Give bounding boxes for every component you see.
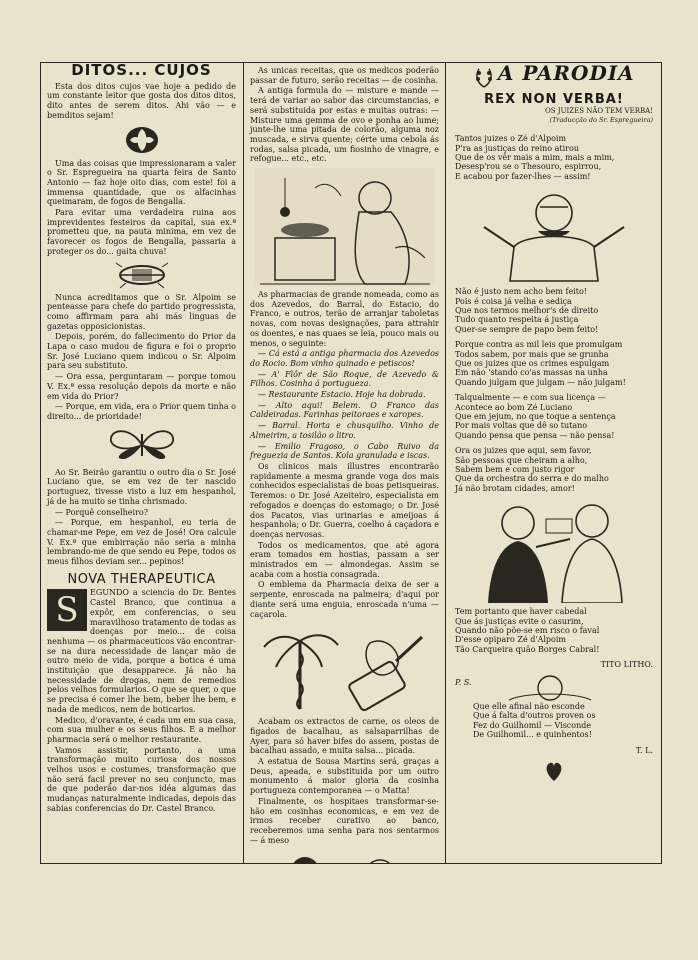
face-sketch-illustration	[505, 672, 595, 702]
column-left	[41, 63, 242, 863]
newspaper-page	[40, 62, 662, 864]
paragraph: Todos os medicamentos, que até agora eram tomados em hostias, passam a ser ministrados em — almondegas. Assim se acaba com a hostia consagrada.	[250, 540, 439, 579]
paragraph: A antiga formula do — misture e mande — terá de variar ao sabor das circumstancias, e será substituida por estas e muitas outras: — Misture uma gemma de ovo e ponha ao lume; junte-lhe uma pitada de colorão, alguma noz muscada, e sirva quente; cérte uma cebola ás rodas, salsa picada, um fiosinho de vinagre, e refogue... etc., etc.	[250, 86, 439, 164]
ps-label: P. S.	[455, 678, 472, 687]
paragraph: As pharmacias de grande nomeada, como as dos Azevedos, do Barral, do Estacio, do Franco, e outros, terão de arranjar taboletas novas, com novas designações, para attrahir os doentes, e nas quaes se leia, pouco mais ou menos, o seguinte:	[250, 290, 439, 348]
flower-ornament-icon	[124, 125, 160, 155]
paragraph: Depois, porém, do fallecimento do Prior da Lapa o caso mudou de figura e foi o proprio Sr. José Luciano quem indicou o Sr. Alpoim para seu substituto.	[47, 332, 236, 371]
paragraph: A estatua de Sousa Martins será, graças a Deus, apeada, e substituida por um outro monumento á maior gloria da cosinha portugueza contemporanea — o Matta!	[250, 757, 439, 796]
laurel-ornament-icon	[473, 67, 495, 89]
ps-block	[455, 672, 653, 702]
paragraph: — Porquê conselheiro?	[55, 507, 149, 517]
paragraph: Acabam os extractos de carne, os oleos de figados de bacalhau, as salsaparrilhas de Ayer, para só haver bifes do assem, postas de bacalhau assado, e muita salsa... picada.	[250, 717, 439, 756]
paragraph: — Ora essa, perguntaram — porque tomou V. Ex.ª essa resolução depois da morte e não em vida do Prior?	[47, 372, 236, 401]
paragraph: — Alto aqui! Belem. O Franco das Caldeiradas. Farinhas peitoraes e xaropes.	[250, 400, 439, 420]
butterfly-ornament-icon	[107, 426, 177, 464]
paragraph: Vamos assistir, portanto, a uma transformação muito curiosa dos nossos velhos usos e costumes, transformação que não será facil prever no seu conjuncto, mas de que poderão dar-nos idéa algumas das mudanças naturalmente indicadas, depois das sabias conferencias do Dr. Castel Branco.	[47, 745, 236, 813]
paragraph: As unicas receitas, que os medicos poderão passar de futuro, serão receitas — de cosinha.	[250, 66, 439, 85]
paragraph: EGUNDO a sciencia do Dr. Bentes Castel Branco, que continua a expôr, em conferencias, o seu maravilhoso tratamento de todas as doenças por meio... de coisa nenhuma — os pharmaceuticos vão encontrar-se na dura necessidade de lançar mão de outro meio de vida, porque a botica é uma instituição que desapparece. Já não ha necessidade de drogas, nem de remedios pelos velhos formularios. O que se quer, o que se precisa é comer lhe bem, beber lhe bem, e nada de medicos, nem de boticarios.	[47, 588, 236, 714]
pharmacy-kitchen-illustration	[255, 168, 435, 286]
paragraph: — A' Flôr de São Roque, de Azevedo & Filhos. Cosinha á portugueza.	[250, 369, 439, 389]
paragraph: — Restaurante Estacio. Hoje ha dobrada.	[258, 390, 426, 400]
verse-stanza-5: Ora os juizes que aqui, sem favor, São pessoas que cheiram a alho, Sabem bem e com justo rigor Que da orchestra do serra e do malho Já não brotam cidades, amor!	[455, 446, 609, 493]
diners-illustration	[260, 849, 430, 863]
signature-tito-litho: TITO LITHO.	[600, 660, 653, 670]
eel-and-pan-emblem-illustration	[260, 623, 430, 713]
article-title-ditos-cujos: DITOS... CUJOS	[71, 63, 212, 79]
verse-stanza-2: Não é justo nem acho bem feito! Pois é coisa já velha e sediça Que nos termos melhor's de direito Tudo quanto respeita á justiça Quer-se sempre de papo bem feito!	[455, 287, 599, 334]
paragraph: — Barral. Horta e chusquilho. Vinho de Almeirim, a tosilão o litro.	[250, 421, 439, 440]
verse-stanza-6: Tem portanto que haver cabedal Que ás justiças evite o casurim, Quando não põe-se em risco o faval D'esse opiparo Zé d'Alpoim Tão Carqueira quão Borges Cabral!	[455, 607, 600, 654]
paragraph: Esta dos ditos cujos vae hoje a pedido de um constante leitor que gosta dos ditos ditos, dito antes de serem ditos. Ahi vão — e bemditos sejam!	[47, 81, 236, 120]
paragraph: — Porque, em vida, era o Prior quem tinha o direito... de prioridade!	[47, 402, 236, 421]
verse-stanza-3: Porque contra as mil leis que promulgam Todos sabem, por mais que se grunha Que os juizes que os crimes espulgam Em não 'stando co'as massas na unha Quando julgam que julgam — não julgam!	[455, 340, 626, 387]
signature-tl: T. L.	[635, 745, 653, 755]
two-figures-caricature-illustration	[466, 499, 642, 603]
paragraph: — Porque, em hespanhol, eu teria de chamar-me Pepe, em vez de José! Ora calcule V. Ex.ª que embirração não seria a minha lembrando-me de que sendo eu Pepe, todos os meus filhos deviam ser... pepinos!	[47, 518, 236, 567]
translation-note: (Traducção do Sr. Espregueira)	[549, 116, 653, 125]
article-subtitle: OS JUIZES NÃO TEM VERBA!	[545, 106, 653, 115]
verse-stanza-7: Que elle afinal não esconde Que á falta d'outros proven os Fez do Guilhomil — Visconde De Guilhomil... e quinhentos!	[473, 702, 596, 740]
paragraph: Os clinicos mais illustres encontrarão rapidamente a mesma grande voga dos mais conhecidos especialistas de boas petisqueiras. Teremos: o Dr. José Azeiteiro, especialista em refogados e doenças do estomago; o Dr. José dos Pacatos, vias urinarias e ameijoas á hespanhola; o Dr. Guerra, coelho á caçadora e doenças nervosas.	[250, 461, 439, 539]
article-title-rex-non-verba: REX NON VERBA!	[484, 92, 624, 107]
verse-stanza-4: Talqualmente — e com sua licença — Acontece ao bom Zé Luciano Que em jejum, no que toque a sentença Por mais voltas que dê so tutano Quando pensa que pensa — não pensa!	[455, 393, 616, 440]
masthead	[455, 63, 653, 89]
judge-caricature-illustration	[474, 187, 634, 283]
masthead-title: A PARODIA	[497, 63, 635, 85]
paragraph: O emblema da Pharmacia deixa de ser a serpente, enroscada na palmeira; d'aqui por diante será uma enguia, enroscada n'uma — caçarola.	[250, 580, 439, 619]
paragraph: Nunca acreditamos que o Sr. Alpoim se penteasse para chefe do partido progressista, como affirmam para ahi más linguas de gazetas opposicionistas.	[47, 292, 236, 331]
article-title-nova-therapeutica: NOVA THERAPEUTICA	[67, 571, 216, 587]
paragraph: Medico, d'oravante, é cada um em sua casa, com sua mulher e os seus filhos. E a melhor pharmacia será o melhor restaurante.	[47, 715, 236, 744]
column-middle	[243, 63, 446, 863]
paragraph: Uma das coisas que impressionaram a valer o Sr. Espregueira na quarta feira de Santo Antonio — faz hoje oito dias, com este! foi a immensa quantidade, que os alfacinhas queimaram, de fogos de Bengalla.	[47, 158, 236, 207]
paragraph: Ao Sr. Beirão garantiu o outro dia o Sr. José Luciano que, se em vez de ter nascido portuguez, tivesse visto a luz em hespanhol, já de ha muito se tinha chrismado.	[47, 467, 236, 506]
beetle-ornament-icon	[112, 261, 172, 289]
paragraph: Finalmente, os hospitaes transformar-se-hão em cosinhas economicas, e em vez de irmos receber curativo ao banco, receberemos uma senha para nos sentarmos — á meso	[250, 796, 439, 845]
verse-stanza-1: Tantos juizes o Zé d'Alpoim P'ra as justiças do reino atirou Que de os vêr mais a mim, mais a mim, Desesp'rou se o Thesouro, espirrou, E acabou por fazer-lhes — assim!	[455, 134, 615, 181]
paragraph: — Cá está a antiga pharmacia dos Azevedos do Rocio. Bom vinho quinado e petiscos!	[250, 349, 439, 368]
column-right	[447, 63, 661, 863]
heart-ornament-icon	[543, 759, 565, 783]
paragraph: — Emilio Fragoso, o Cabo Ruivo da freguezia de Santos. Kola granulada e iscas.	[250, 441, 439, 461]
paragraph: Para evitar uma verdadeira ruina aos imprevidentes festeiros da capital, sua ex.ª prometteu que, na pauta minima, em vez de favorecer os fogos de Bengalla, passaria a proteger os do... gaita chuva!	[47, 208, 236, 256]
drop-cap: S	[47, 589, 87, 631]
